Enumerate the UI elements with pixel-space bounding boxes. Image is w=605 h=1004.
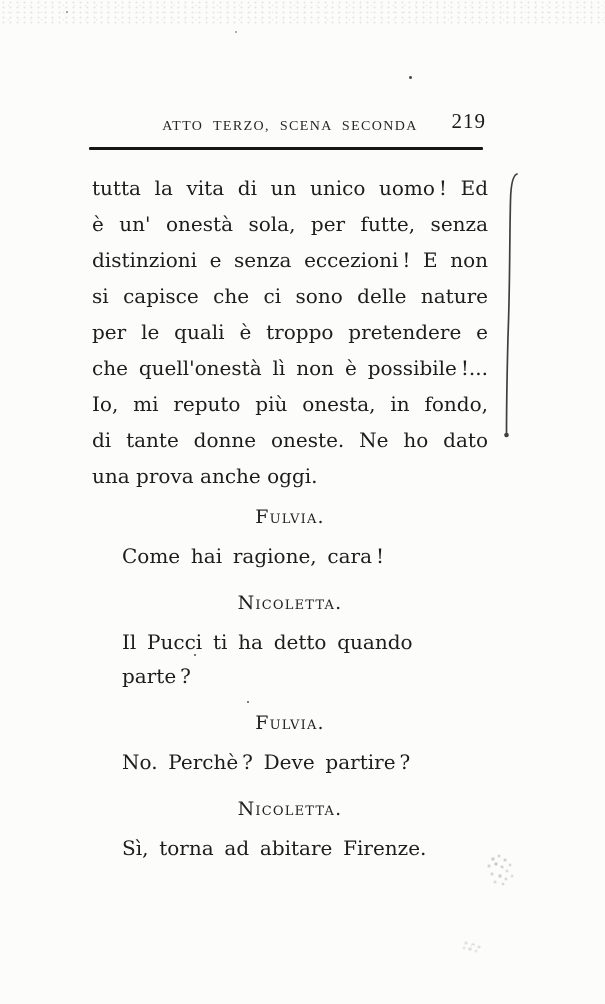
paragraph-line-9: una prova anche oggi. [92, 464, 318, 488]
paragraph-line-1: tutta la vita di un unico uomo ! Ed [92, 176, 488, 200]
dialogue-line: No. Perchè ? Deve partire ? [122, 750, 411, 774]
scan-speck [194, 654, 196, 656]
body-paragraph [92, 170, 488, 494]
scan-speck [235, 31, 237, 33]
speaker-name: Fulvia. [255, 506, 325, 528]
speaker-name: Fulvia. [255, 712, 325, 734]
running-title: ATTO TERZO, SCENA SECONDA [162, 119, 418, 134]
dialogue-section [92, 494, 488, 865]
handwritten-margin-mark [494, 166, 524, 451]
scan-speck [409, 76, 412, 79]
speaker-name: Nicoletta. [237, 798, 343, 820]
paragraph-line-4: si capisce che ci sono delle nature [92, 284, 488, 308]
dialogue-line: Sì, torna ad abitare Firenze. [122, 836, 427, 860]
paragraph-line-5: per le quali è troppo pretendere e [92, 320, 488, 344]
page-header [92, 109, 488, 137]
scan-smudge [500, 868, 502, 870]
paragraph-line-8: di tante donne oneste. Ne ho dato [92, 428, 488, 452]
paragraph-line-3: distinzioni e senza eccezioni ! E non [92, 248, 488, 272]
scan-speck [247, 701, 249, 703]
scan-speck [66, 11, 68, 13]
paragraph-line-6: che quell'onestà lì non è possibile !... [92, 356, 488, 380]
scan-smudge [472, 945, 474, 947]
page-number: 219 [451, 109, 486, 133]
paragraph-line-2: è un' onestà sola, per futte, senza [92, 212, 488, 236]
scan-noise-top-edge [0, 0, 605, 26]
dialogue-line: Come hai ragione, cara ! [122, 544, 385, 568]
paragraph-line-7: Io, mi reputo più onesta, in fondo, [92, 392, 488, 416]
speaker-name: Nicoletta. [237, 592, 343, 614]
header-rule [89, 147, 483, 150]
dialogue-line: Il Pucci ti ha detto quando parte ? [122, 630, 413, 688]
